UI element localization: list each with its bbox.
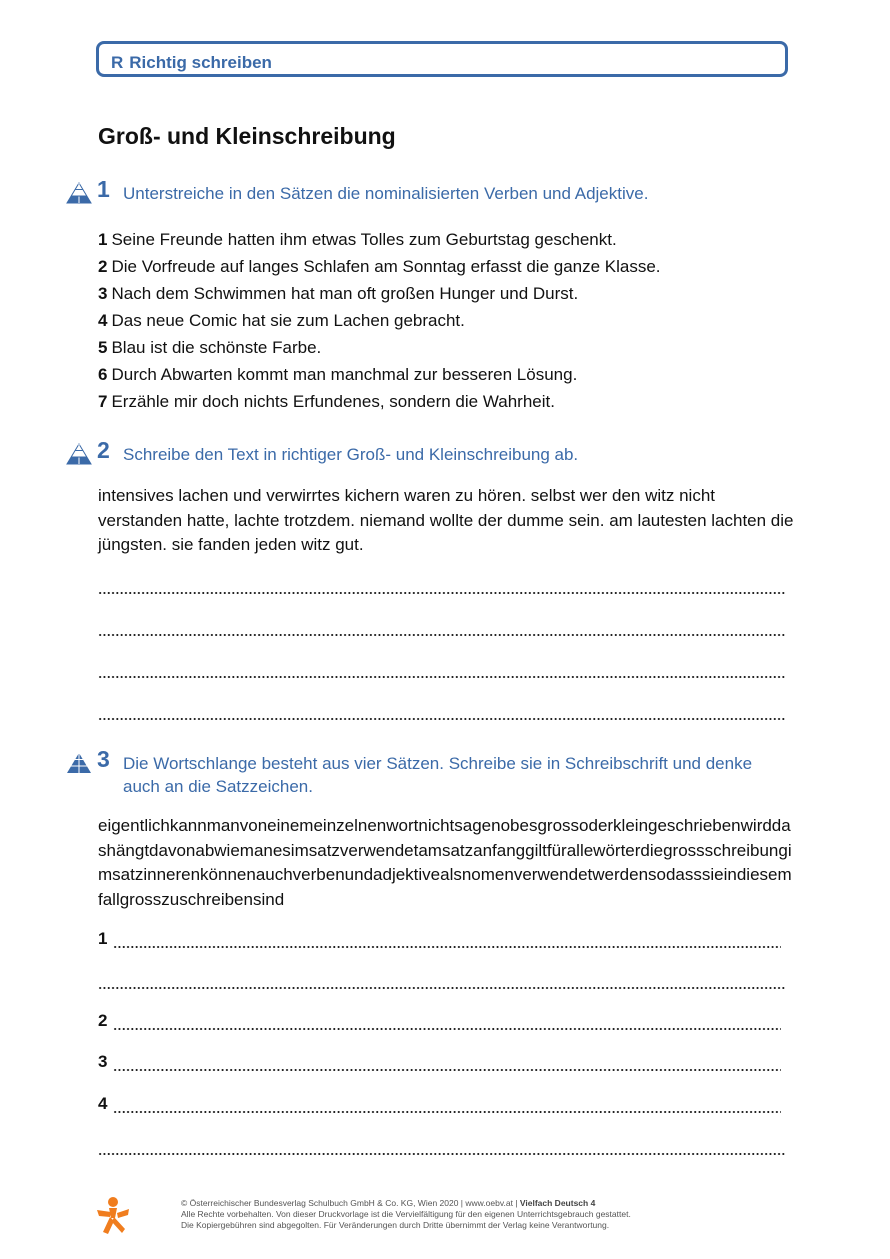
task-1-instruction: Unterstreiche in den Sätzen die nominalisierten Verben und Adjektive. <box>123 184 649 203</box>
task-1-sentences <box>98 226 661 415</box>
writing-line-4[interactable] <box>98 1094 786 1114</box>
dotted-line <box>98 717 786 721</box>
writing-line[interactable] <box>98 617 786 637</box>
writing-line[interactable] <box>98 701 786 721</box>
writing-line[interactable] <box>98 1136 786 1156</box>
section-header <box>96 41 788 77</box>
task-3-word-snake: eigentlichkannmanvoneinemeinzelnenwortnichtsagenobesgrossoderkleingeschriebenwirddashängtdavonabwiemanesimsatzverwendetamsatzanfanggiltfürallewörterdiegrossschreibungimsatzinnerenkönnenauchverbenundadjektivealsnomenverwendetwerdensodasssieindiesemfallgrosszuschreibensind <box>98 816 792 909</box>
dotted-line <box>98 591 786 595</box>
sentence-item: 4 Das neue Comic hat sie zum Lachen gebracht. <box>98 311 465 330</box>
dotted-line <box>98 633 786 637</box>
line-label: 2 <box>98 1011 108 1030</box>
writing-line-2[interactable] <box>98 1011 786 1031</box>
sentence-item: 3 Nach dem Schwimmen hat man oft großen Hunger und Durst. <box>98 284 579 303</box>
writing-line-3[interactable] <box>98 1052 786 1072</box>
sentence-item: 7 Erzähle mir doch nichts Erfundenes, sondern die Wahrheit. <box>98 392 555 411</box>
footer-copyright: © Österreichischer Bundesverlag Schulbuch GmbH & Co. KG, Wien 2020 | www.oebv.at | Vielfach Deutsch 4 Alle Rechte vorbehalten. Von dieser Druckvorlage ist die Vervielfältigung für den eigenen Unterrichtsgebrauch gestattet. Die Kopiergebühren sind abgegolten. Für Veränderungen durch Dritte übernimmt der Verlag keine Verantwortung. <box>181 1198 631 1230</box>
task-2-number: 2 <box>97 437 110 463</box>
writing-line[interactable] <box>98 970 786 990</box>
dotted-line <box>113 1068 781 1072</box>
pyramid-level-3-icon <box>66 752 92 774</box>
pyramid-level-1-icon <box>66 182 92 204</box>
line-label: 3 <box>98 1052 108 1071</box>
section-badge: R <box>111 53 124 72</box>
sentence-item: 5 Blau ist die schönste Farbe. <box>98 338 322 357</box>
dotted-line <box>113 1027 781 1031</box>
sentence-item: 2 Die Vorfreude auf langes Schlafen am Sonntag erfasst die ganze Klasse. <box>98 257 661 276</box>
section-title: Richtig schreiben <box>129 53 272 72</box>
writing-line[interactable] <box>98 659 786 679</box>
dotted-line <box>113 1110 781 1114</box>
task-3-number: 3 <box>97 746 110 772</box>
dotted-line <box>98 986 786 990</box>
dotted-line <box>113 945 781 949</box>
writing-line-1[interactable] <box>98 929 786 949</box>
dotted-line <box>98 675 786 679</box>
sentence-item: 6 Durch Abwarten kommt man manchmal zur besseren Lösung. <box>98 365 578 384</box>
task-3-instruction: Die Wortschlange besteht aus vier Sätzen. Schreibe sie in Schreibschrift und denke auch an die Satzzeichen. <box>123 754 753 796</box>
section-header-label <box>111 53 272 73</box>
task-2-text: intensives lachen und verwirrtes kichern waren zu hören. selbst wer den witz nicht verstanden hatte, lachte trotzdem. niemand wollte der dumme sein. am lautesten lachten die jüngsten. sie fanden jeden witz gut. <box>98 486 794 554</box>
task-2-instruction: Schreibe den Text in richtiger Groß- und Kleinschreibung ab. <box>123 445 579 464</box>
writing-line[interactable] <box>98 575 786 595</box>
task-1-number: 1 <box>97 176 110 202</box>
pyramid-level-1-icon <box>66 443 92 465</box>
line-label: 4 <box>98 1094 108 1113</box>
page-title: Groß- und Kleinschreibung <box>98 123 396 149</box>
sentence-item: 1 Seine Freunde hatten ihm etwas Tolles zum Geburtstag geschenkt. <box>98 230 617 249</box>
dotted-line <box>98 1152 786 1156</box>
line-label: 1 <box>98 929 108 948</box>
oebv-logo-icon <box>95 1196 131 1236</box>
